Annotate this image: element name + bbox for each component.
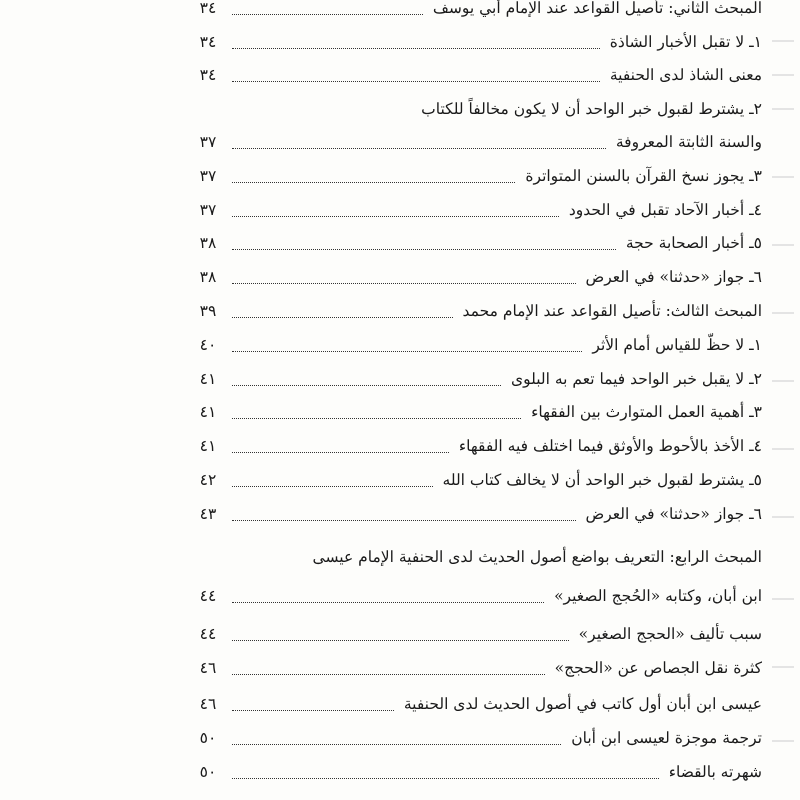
leader-dots	[232, 674, 545, 675]
toc-entry-title: ٦ـ جواز «حدثنا» في العرض	[585, 268, 762, 286]
leader-dots	[232, 81, 600, 82]
toc-entry-page: ٣٩	[199, 302, 217, 320]
toc-entry-page: ٤٣	[199, 505, 217, 523]
toc-entry-title: المبحث الرابع: التعريف بواضع أصول الحديث لدى الحنفية الإمام عيسى	[312, 548, 762, 566]
toc-entry-page: ٤١	[199, 403, 217, 421]
toc-entry-title: ٤ـ أخبار الآحاد تقبل في الحدود	[568, 201, 762, 219]
toc-entry-page: ٣٤	[199, 66, 217, 84]
leader-dots	[232, 710, 394, 711]
toc-entry-title: شهرته بالقضاء	[668, 763, 762, 781]
toc-entry	[190, 329, 762, 361]
toc-entry	[190, 756, 762, 788]
toc-entry-page: ٤٦	[199, 659, 217, 677]
toc-entry-title: والسنة الثابتة المعروفة	[615, 133, 762, 151]
toc-entry-title: معنى الشاذ لدى الحنفية	[609, 66, 762, 84]
bleed-through-mark	[772, 448, 794, 450]
leader-dots	[232, 778, 659, 779]
bleed-through-mark	[772, 516, 794, 518]
toc-entry	[190, 59, 762, 91]
toc-entry	[190, 227, 762, 259]
toc-entry-title: كثرة نقل الجصاص عن «الحجج»	[554, 659, 762, 677]
toc-entry-page: ٣٨	[199, 234, 217, 252]
bleed-through-mark	[772, 598, 794, 600]
toc-entry	[190, 26, 762, 58]
bleed-through-mark	[772, 176, 794, 178]
toc-entry	[190, 396, 762, 428]
bleed-through-mark	[772, 312, 794, 314]
toc-entry-page: ٣٨	[199, 268, 217, 286]
leader-dots	[232, 452, 449, 453]
toc-entry-title: عيسى ابن أبان أول كاتب في أصول الحديث لدى الحنفية	[403, 695, 762, 713]
toc-entry-page: ٣٤	[199, 33, 217, 51]
toc-entry-title: ٥ـ أخبار الصحابة حجة	[625, 234, 762, 252]
toc-entry-title: ٣ـ يجوز نسخ القرآن بالسنن المتواترة	[525, 167, 762, 185]
toc-entry	[190, 160, 762, 192]
toc-entry	[190, 498, 762, 530]
leader-dots	[232, 602, 544, 603]
toc-entry-page: ٣٧	[199, 201, 217, 219]
leader-dots	[232, 351, 582, 352]
leader-dots	[232, 216, 559, 217]
toc-entry-title: ٢ـ لا يقبل خبر الواحد فيما تعم به البلوى	[510, 370, 762, 388]
toc-entry	[190, 541, 762, 573]
toc-entry-title: سبب تأليف «الحجج الصغير»	[578, 625, 762, 643]
toc-entry-title: ٤ـ الأخذ بالأحوط والأوثق فيما اختلف فيه الفقهاء	[458, 437, 762, 455]
toc-entry-page: ٤٤	[199, 587, 217, 605]
toc-entry-title: ٦ـ جواز «حدثنا» في العرض	[585, 505, 762, 523]
toc-entry-title: ١ـ لا حظّ للقياس أمام الأثر	[592, 336, 762, 354]
toc-entry	[190, 93, 762, 125]
toc-entry-title: ١ـ لا تقبل الأخبار الشاذة	[609, 33, 762, 51]
toc-entry-page: ٥٠	[199, 729, 217, 747]
leader-dots	[232, 418, 521, 419]
toc-entry	[190, 194, 762, 226]
leader-dots	[232, 182, 515, 183]
toc-entry-page: ٣٧	[199, 167, 217, 185]
leader-dots	[232, 317, 453, 318]
toc-entry	[190, 430, 762, 462]
toc-entry-title: ترجمة موجزة لعيسى ابن أبان	[571, 729, 762, 747]
leader-dots	[232, 14, 423, 15]
toc-entry	[190, 688, 762, 720]
toc-entry	[190, 618, 762, 650]
leader-dots	[232, 48, 600, 49]
toc-entry-page: ٣٤	[199, 0, 217, 17]
toc-entry-page: ٤٤	[199, 625, 217, 643]
toc-entry-page: ٤١	[199, 370, 217, 388]
toc-entry	[190, 580, 762, 612]
bleed-through-mark	[772, 40, 794, 42]
toc-entry-page: ٤٢	[199, 471, 217, 489]
toc-entry	[190, 261, 762, 293]
toc-entry-page: ٤١	[199, 437, 217, 455]
toc-entry-page: ٣٧	[199, 133, 217, 151]
leader-dots	[232, 283, 576, 284]
toc-entry-page: ٤٠	[199, 336, 217, 354]
toc-entry	[190, 126, 762, 158]
bleed-through-mark	[772, 666, 794, 668]
leader-dots	[232, 249, 616, 250]
bleed-through-mark	[772, 244, 794, 246]
toc-entry-title: ٣ـ أهمية العمل المتوارث بين الفقهاء	[531, 403, 762, 421]
leader-dots	[232, 385, 501, 386]
toc-entry-title: ٥ـ يشترط لقبول خبر الواحد أن لا يخالف كتاب الله	[442, 471, 762, 489]
bleed-through-mark	[772, 74, 794, 76]
leader-dots	[232, 520, 576, 521]
toc-entry	[190, 363, 762, 395]
bleed-through-mark	[772, 740, 794, 742]
leader-dots	[232, 744, 561, 745]
leader-dots	[232, 486, 433, 487]
toc-entry	[190, 652, 762, 684]
leader-dots	[232, 148, 606, 149]
toc-entry	[190, 0, 762, 24]
toc-entry	[190, 464, 762, 496]
toc-entry	[190, 722, 762, 754]
toc-entry-title: المبحث الثاني: تأصيل القواعد عند الإمام أبي يوسف	[432, 0, 762, 17]
bleed-through-mark	[772, 380, 794, 382]
toc-entry-page: ٥٠	[199, 763, 217, 781]
toc-entry-page: ٤٦	[199, 695, 217, 713]
toc-entry-title: المبحث الثالث: تأصيل القواعد عند الإمام محمد	[462, 302, 762, 320]
toc-entry-title: ابن أبان، وكتابه «الحُجج الصغير»	[554, 587, 762, 605]
toc-entry-title: ٢ـ يشترط لقبول خبر الواحد أن لا يكون مخالفاً للكتاب	[421, 100, 762, 118]
leader-dots	[232, 640, 569, 641]
bleed-through-mark	[772, 108, 794, 110]
toc-entry	[190, 295, 762, 327]
